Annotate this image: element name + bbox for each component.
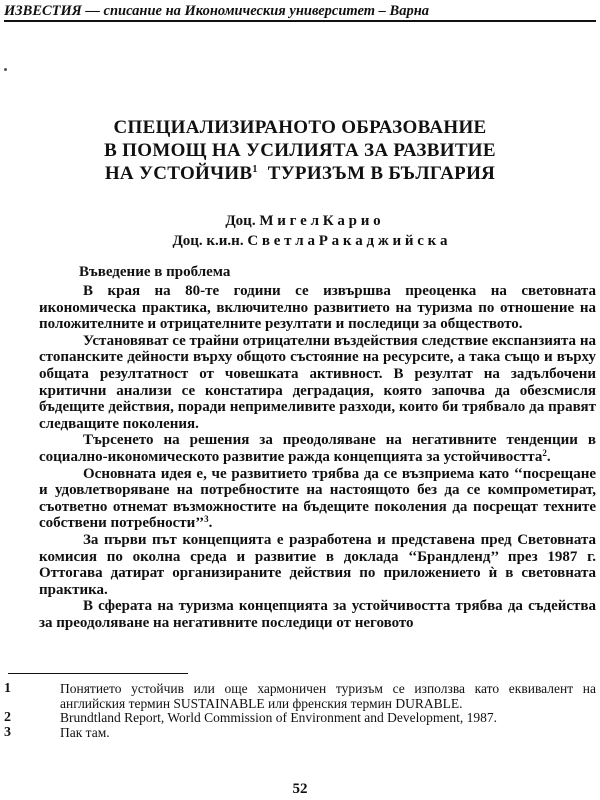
- body-text: [39, 283, 596, 631]
- footnote-ref-3: 3: [204, 514, 209, 525]
- footnote-number: 1: [4, 681, 11, 696]
- title-line-3: [0, 162, 600, 185]
- paragraph-1: В края на 80-те години се извършва преоценка на световната икономическа практика, включително развитието на туризма по отношение на положителните и отрицателните резултати и последици за обществото.: [39, 283, 596, 333]
- paragraph-4-end: .: [208, 515, 213, 532]
- footnote-1: [4, 682, 596, 711]
- author-1: Доц. М и г е л К а р и о: [225, 213, 381, 229]
- footnote-3: [4, 726, 596, 741]
- paragraph-4: [39, 466, 596, 532]
- title-line-3-part-2: ТУРИЗЪМ В БЪЛГАРИЯ: [267, 163, 496, 184]
- page-number: 52: [292, 781, 308, 797]
- footnote-text: Brundtland Report, World Commission of Environment and Development, 1987.: [60, 710, 497, 725]
- footnote-ref-2: 2: [542, 447, 547, 458]
- paragraph-3-end: .: [546, 448, 551, 465]
- footnotes: [4, 682, 596, 740]
- footnote-text: Пак там.: [60, 724, 110, 740]
- authors-block: [0, 211, 600, 251]
- title-line-2: В ПОМОЩ НА УСИЛИЯТА ЗА РАЗВИТИЕ: [104, 140, 496, 161]
- section-heading: Въведение в проблема: [79, 264, 231, 280]
- title-line-1: СПЕЦИАЛИЗИРАНОТО ОБРАЗОВАНИЕ: [113, 117, 487, 138]
- title-line-3-part-1: НА УСТОЙЧИВ: [104, 163, 253, 184]
- footnote-ref-1: 1: [252, 164, 258, 175]
- author-2: Доц. к.и.н. С в е т л а Р а к а д ж и й с к а: [172, 233, 448, 249]
- paragraph-5: За първи път концепцията е разработена и представена пред Световната комисия по околна среда и развитие в доклада ‘‘Брандленд’’ през 1987 г. Оттогава датират организираните действия по приложението ѝ в световната практика.: [39, 531, 596, 598]
- paragraph-6: В сферата на туризма концепцията за устойчивостта трябва да съдейства за преодоляване на негативните последици от неговото: [39, 598, 596, 631]
- paragraph-4-text: Основната идея е, че развитието трябва да се възприема като ‘‘посрещане и удовлетворяване на потребностите на настоящото без да се компрометират, съответно отнемат възможностите на бъдещите поколения да посрещат техните собствени потребности’’: [39, 465, 596, 532]
- footnote-rule: [8, 673, 188, 674]
- article-title: [0, 116, 600, 185]
- footnote-2: [4, 711, 596, 726]
- scan-speck: [4, 68, 7, 71]
- footnote-number: 2: [4, 710, 11, 725]
- paragraph-2: Установяват се трайни отрицателни въздействия следствие експанзията на стопанските дейности върху общото състояние на ресурсите, а така също и върху общата резултатност от човешката активност. В резултат на задълбочени критични анализи се констатира деградация, която започва да обезсмисля бъдещите действия, поради непримеливите разходи, които би трябвало да правят следващите поколения.: [39, 332, 596, 432]
- paragraph-3: [39, 432, 596, 465]
- paragraph-3-text: Търсенето на решения за преодоляване на негативните тенденции в социално-икономическото развитие ражда концепцията за устойчивостта: [39, 432, 596, 465]
- footnote-number: 3: [4, 724, 11, 740]
- footnote-text: Понятието устойчив или още хармоничен туризъм се използва като еквивалент на английския термин SUSTAINABLE или френския термин DURABLE.: [60, 681, 596, 711]
- running-header: ИЗВЕСТИЯ — списание на Икономическия университет – Варна: [4, 3, 430, 19]
- header-rule: [4, 20, 596, 22]
